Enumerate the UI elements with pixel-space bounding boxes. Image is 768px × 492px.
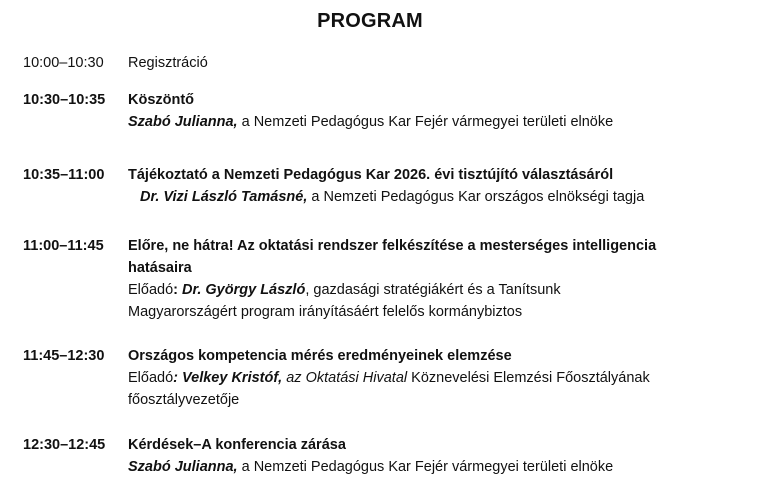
session-title: Kérdések–A konferencia zárása [128, 437, 346, 453]
session-content [128, 89, 728, 133]
speaker-name: Szabó Julianna, [128, 114, 238, 130]
time-slot: 10:30–10:35 [23, 92, 106, 108]
session-content [128, 235, 728, 323]
session-content [128, 345, 728, 411]
session-content [128, 52, 728, 74]
speaker-name: Szabó Julianna, [128, 459, 238, 475]
page-title: PROGRAM [317, 10, 423, 32]
session-title: Regisztráció [128, 55, 208, 71]
session-title: Országos kompetencia mérés eredményeinek elemzése [128, 348, 512, 364]
speaker-role: , gazdasági stratégiákért és a Tanítsunk [305, 282, 561, 298]
speaker-line [128, 186, 728, 208]
speaker-role-line-2: Magyarországért program irányításáért felelős kormánybiztos [128, 304, 523, 320]
time-slot: 12:30–12:45 [23, 437, 106, 453]
speaker-role: Köznevelési Elemzési Főosztályának [407, 370, 650, 386]
speaker-line [128, 456, 728, 478]
speaker-name: Dr. Vizi László Tamásné, [140, 189, 308, 205]
speaker-line [128, 279, 728, 301]
speaker-org: az Oktatási Hivatal [282, 370, 408, 386]
speaker-colon: : [173, 282, 178, 298]
speaker-role: a Nemzeti Pedagógus Kar országos elnökségi tagja [307, 189, 645, 205]
session-content [128, 434, 728, 478]
session-title-line-1: Előre, ne hátra! Az oktatási rendszer felkészítése a mesterséges intelligencia [128, 238, 657, 254]
session-title: Köszöntő [128, 92, 195, 108]
session-title-line-2: hatásaira [128, 260, 192, 276]
speaker-name: Dr. György László [178, 282, 306, 298]
time-slot: 11:00–11:45 [23, 238, 104, 254]
session-title: Tájékoztató a Nemzeti Pedagógus Kar 2026. évi tisztújító választásáról [128, 167, 614, 183]
speaker-line [128, 367, 728, 389]
session-content [128, 164, 728, 208]
time-slot: 11:45–12:30 [23, 348, 105, 364]
time-slot: 10:00–10:30 [23, 55, 104, 71]
time-slot: 10:35–11:00 [23, 167, 105, 183]
speaker-role: a Nemzeti Pedagógus Kar Fejér vármegyei területi elnöke [237, 114, 614, 130]
speaker-role-line-2: főosztályvezetője [128, 392, 240, 408]
speaker-line [128, 111, 728, 133]
speaker-role: a Nemzeti Pedagógus Kar Fejér vármegyei területi elnöke [237, 459, 614, 475]
speaker-prefix: Előadó [128, 370, 174, 386]
speaker-prefix: Előadó [128, 282, 174, 298]
speaker-name: : Velkey Kristóf, [173, 370, 283, 386]
